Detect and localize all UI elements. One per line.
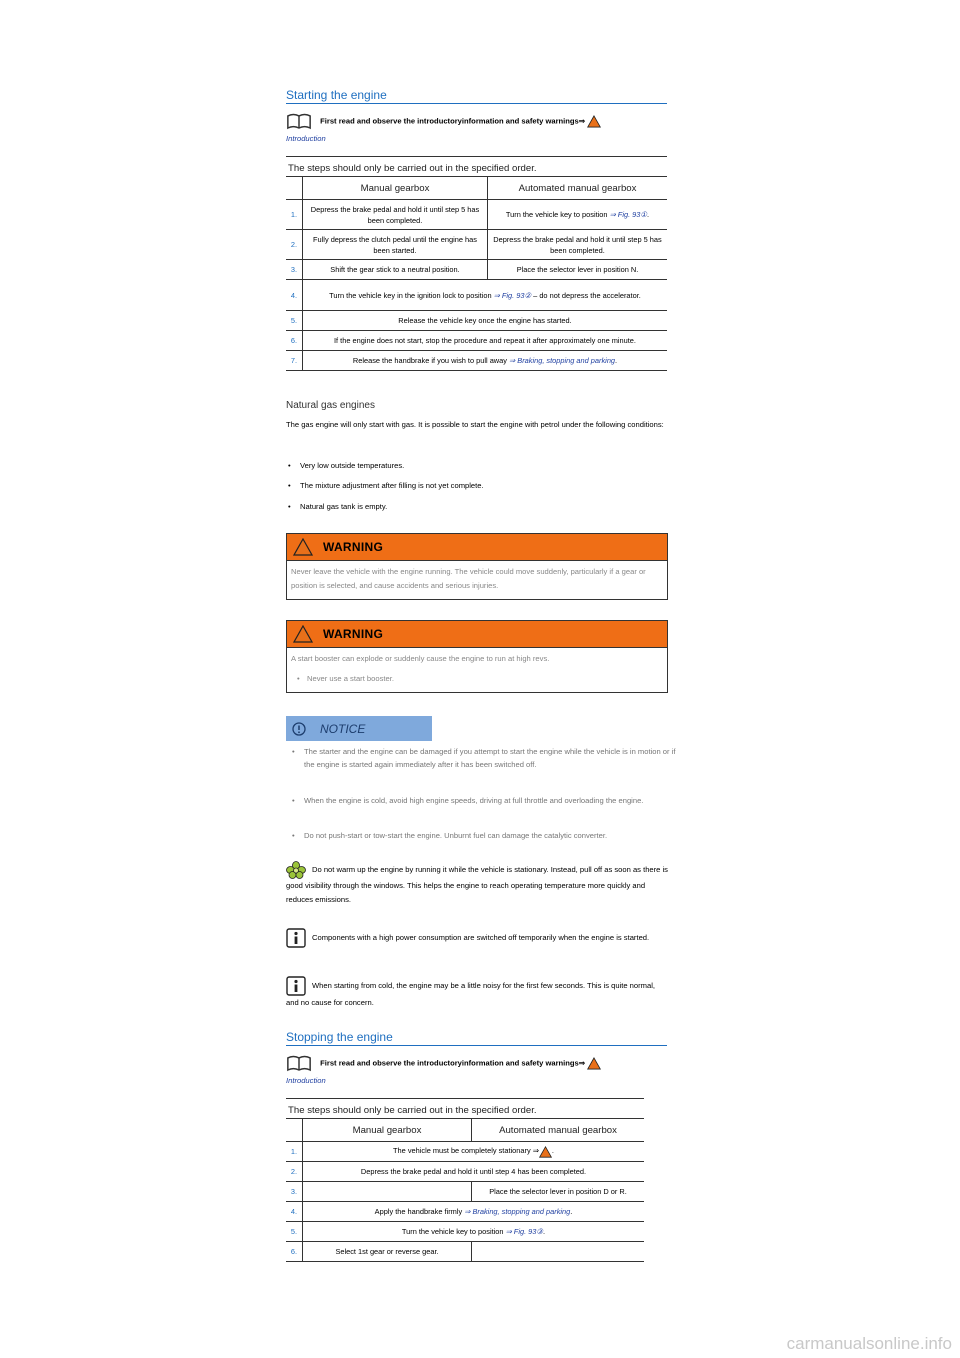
step-number: 2.	[286, 1162, 303, 1182]
list-item: • Do not push-start or tow-start the engine. Unburnt fuel can damage the catalytic converter.	[290, 829, 676, 842]
info-icon	[286, 928, 306, 948]
step-number: 2.	[286, 230, 303, 260]
step-text-end: .	[615, 356, 618, 365]
environment-note-text: Do not warm up the engine by running it while the vehicle is stationary. Instead, pull off as soon as there is good visibility through the windows. This helps the engine to reach operating temperature more quickly and reduces emissions.	[286, 865, 668, 904]
table-caption: The steps should only be carried out in the specified order.	[286, 1098, 644, 1118]
step-text-end: .	[543, 1227, 546, 1236]
intro-note-text: First read and observe the introductoryinformation and safety warnings⇒	[320, 116, 586, 126]
intro-note-1	[286, 112, 668, 147]
table-row	[286, 200, 667, 230]
notice-label: NOTICE	[320, 721, 366, 736]
natural-gas-text: The gas engine will only start with gas. It is possible to start the engine with petrol under the following conditions:	[286, 420, 664, 429]
auto-step	[472, 1242, 645, 1262]
table-row	[286, 331, 667, 351]
book-icon	[286, 113, 312, 130]
fig-93-link[interactable]: ⇒ Fig. 93③	[505, 1227, 544, 1236]
warning-header	[287, 621, 667, 647]
automated-gearbox-header: Automated manual gearbox	[472, 1119, 645, 1142]
warning-triangle-icon[interactable]	[539, 1146, 552, 1158]
step-text: Release the handbrake if you wish to pull away	[352, 356, 510, 365]
fig-93-link[interactable]: ⇒ Fig. 93①	[609, 210, 648, 219]
warning-label: WARNING	[323, 540, 384, 554]
step-number: 4.	[286, 280, 303, 311]
automated-gearbox-header: Automated manual gearbox	[488, 177, 668, 200]
table-row	[286, 1222, 644, 1242]
warning-text: A start booster can explode or suddenly cause the engine to run at high revs.	[291, 654, 550, 663]
starting-steps-table	[286, 156, 667, 371]
combined-step	[303, 1222, 645, 1242]
book-icon	[286, 1055, 312, 1072]
manual-gearbox-header: Manual gearbox	[303, 177, 488, 200]
manual-step: Depress the brake pedal and hold it until step 5 has been completed.	[303, 200, 488, 230]
auto-step: Place the selector lever in position N.	[488, 260, 668, 280]
combined-step: Release the vehicle key once the engine has started.	[303, 311, 668, 331]
warning-body	[287, 647, 667, 692]
warning-text: Never leave the vehicle with the engine running. The vehicle could move suddenly, particularly if a gear or position is selected, and cause accidents and serious injuries.	[287, 560, 667, 599]
list-item: • Natural gas tank is empty.	[288, 502, 387, 511]
step-text-end: .	[551, 1146, 554, 1156]
warning-bullet: • Never use a start booster.	[291, 672, 663, 686]
step-text: Apply the handbrake firmly	[374, 1207, 465, 1216]
auto-step: Depress the brake pedal and hold it until step 5 has been completed.	[488, 230, 668, 260]
warning-triangle-icon[interactable]	[587, 1057, 601, 1070]
introduction-link[interactable]: Introduction	[286, 1075, 326, 1085]
stopping-steps-table	[286, 1098, 644, 1262]
combined-step	[303, 1202, 645, 1222]
step-number: 1.	[286, 1142, 303, 1162]
warning-label: WARNING	[323, 627, 384, 641]
braking-link[interactable]: ⇒ Braking, stopping and parking	[464, 1207, 571, 1216]
combined-step	[303, 280, 668, 311]
table-row	[286, 1162, 644, 1182]
step-number: 6.	[286, 1242, 303, 1262]
manual-step: Select 1st gear or reverse gear.	[303, 1242, 472, 1262]
flower-icon	[286, 861, 306, 879]
list-item: • When the engine is cold, avoid high engine speeds, driving at full throttle and overloading the engine.	[290, 794, 676, 807]
manual-step	[303, 1182, 472, 1202]
natural-gas-heading: Natural gas engines	[286, 400, 375, 411]
notice-header	[286, 716, 432, 741]
warning-box-1	[286, 533, 668, 600]
environment-note	[286, 861, 668, 907]
info-note-text: When starting from cold, the engine may be a little noisy for the first few seconds. This is quite normal, and no cause for concern.	[286, 981, 656, 1007]
list-item: • Very low outside temperatures.	[288, 461, 404, 470]
step-text: Turn the vehicle key to position	[505, 210, 610, 219]
step-number: 6.	[286, 331, 303, 351]
info-note-text: Components with a high power consumption are switched off temporarily when the engine is started.	[312, 933, 650, 942]
table-row	[286, 1242, 644, 1262]
step-text: The vehicle must be completely stationary ⇒	[393, 1146, 539, 1156]
manual-gearbox-header: Manual gearbox	[303, 1119, 472, 1142]
num-header	[286, 1119, 303, 1142]
table-caption: The steps should only be carried out in the specified order.	[286, 156, 667, 176]
step-text: Turn the vehicle key in the ignition lock to position	[329, 290, 494, 300]
step-text-end: .	[570, 1207, 573, 1216]
table-row	[286, 1182, 644, 1202]
fig-93-link[interactable]: ⇒ Fig. 93②	[493, 290, 532, 300]
introduction-link[interactable]: Introduction	[286, 133, 326, 143]
step-number: 3.	[286, 1182, 303, 1202]
info-note-2	[286, 976, 668, 1010]
section-title-stopping: Stopping the engine	[286, 1030, 667, 1046]
list-item: • The starter and the engine can be damaged if you attempt to start the engine while the vehicle is in motion or if the engine is started again immediately after it has been switched off.	[290, 745, 676, 771]
warning-icon	[293, 625, 313, 643]
step-number: 5.	[286, 1222, 303, 1242]
intro-note-2	[286, 1054, 668, 1089]
table-row	[286, 311, 667, 331]
combined-step	[303, 351, 668, 371]
watermark: carmanualsonline.info	[786, 1334, 952, 1353]
warning-box-2	[286, 620, 668, 693]
braking-link[interactable]: ⇒ Braking, stopping and parking	[509, 356, 616, 365]
info-note-1	[286, 928, 668, 948]
step-number: 1.	[286, 200, 303, 230]
table-row	[286, 1142, 644, 1162]
combined-step	[303, 1142, 645, 1162]
table-row	[286, 260, 667, 280]
exclamation-circle-icon	[292, 722, 306, 736]
auto-step: Place the selector lever in position D or R.	[472, 1182, 645, 1202]
warning-triangle-icon[interactable]	[587, 115, 601, 128]
table-row	[286, 1202, 644, 1222]
intro-note-text: First read and observe the introductoryinformation and safety warnings⇒	[320, 1058, 586, 1068]
step-number: 3.	[286, 260, 303, 280]
manual-step: Fully depress the clutch pedal until the engine has been started.	[303, 230, 488, 260]
combined-step: Depress the brake pedal and hold it until step 4 has been completed.	[303, 1162, 645, 1182]
list-item: • The mixture adjustment after filling is not yet complete.	[288, 481, 484, 490]
auto-step	[488, 200, 668, 230]
step-text-end: – do not depress the accelerator.	[531, 290, 641, 300]
info-icon	[286, 976, 306, 996]
num-header	[286, 177, 303, 200]
step-text: Turn the vehicle key to position	[401, 1227, 506, 1236]
warning-icon	[293, 538, 313, 556]
manual-step: Shift the gear stick to a neutral position.	[303, 260, 488, 280]
section-title-starting: Starting the engine	[286, 88, 667, 104]
step-number: 7.	[286, 351, 303, 371]
warning-header	[287, 534, 667, 560]
combined-step: If the engine does not start, stop the procedure and repeat it after approximately one minute.	[303, 331, 668, 351]
table-row	[286, 280, 667, 311]
step-number: 5.	[286, 311, 303, 331]
step-text-end: .	[647, 210, 650, 219]
table-row	[286, 230, 667, 260]
step-number: 4.	[286, 1202, 303, 1222]
table-row	[286, 351, 667, 371]
